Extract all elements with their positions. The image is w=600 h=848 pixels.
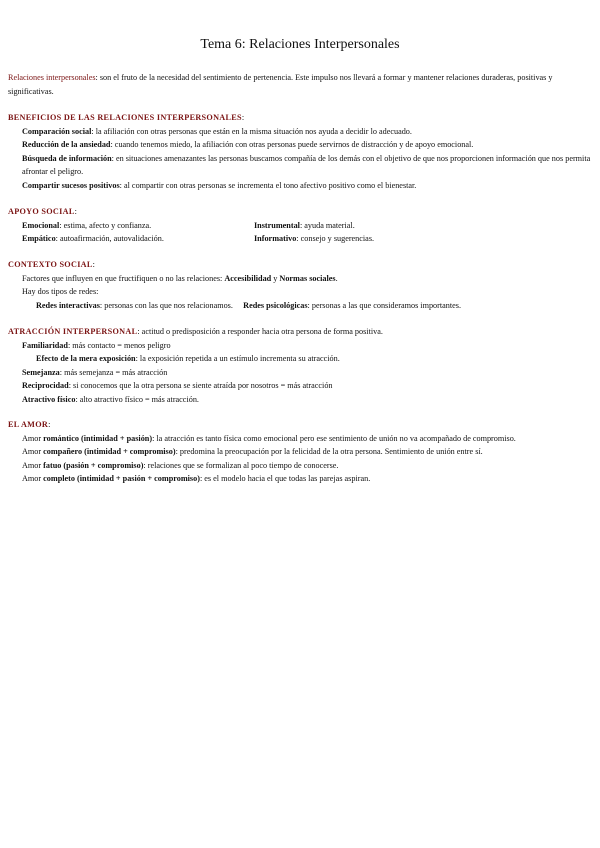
list-item: Familiaridad: más contacto = menos peligro [22,340,171,350]
intro-text: : son el fruto de la necesidad del sentimiento de pertenencia. Este impulso nos llevará a formar y mantener relaciones duraderas, positivas y significativas. [8,73,553,96]
list-item: Emocional: estima, afecto y confianza. [22,220,152,230]
intro-paragraph [8,71,594,98]
heading-apoyo: APOYO SOCIAL [8,207,75,216]
heading-contexto: CONTEXTO SOCIAL [8,260,93,269]
list-item: Hay dos tipos de redes: [22,287,99,296]
section-contexto: CONTEXTO SOCIAL: Factores que influyen en que fructifiquen o no las relaciones: Accesibilidad y Normas sociales. Hay dos tipos de redes: Redes interactivas: personas con las que nos relacionamos. Redes psicológicas: personas a las que consideramos importantes. [8,258,594,312]
list-item: Compartir sucesos positivos: al compartir con otras personas se incrementa el tono afectivo positivo como el bienestar. [22,180,417,190]
intro-term: Relaciones interpersonales [8,73,96,82]
section-amor: EL AMOR: Amor romántico (intimidad + pasión): la atracción es tanto física como emocional pero ese sentimiento de unión no va acompañado de compromiso. Amor compañero (intimidad + compromiso): predomina la preocupación por la felicidad de la otra persona. Sentimiento de unión entre sí. Amor fatuo (pasión + compromiso): relaciones que se formalizan al poco tiempo de conocerse. Amor completo (intimidad + pasión + compromiso): es el modelo hacia el que todas las parejas aspiran. [8,418,594,486]
heading-amor: EL AMOR [8,420,49,429]
list-item: Amor compañero (intimidad + compromiso): predomina la preocupación por la felicidad de la otra persona. Sentimiento de unión entre sí. [22,447,483,456]
section-apoyo: APOYO SOCIAL: Emocional: estima, afecto y confianza. Instrumental: ayuda material. Empático: autoafirmación, autovalidación. Informativo: consejo y sugerencias. [8,205,594,246]
list-item: Semejanza: más semejanza = más atracción [22,367,168,377]
page-title: Tema 6: Relaciones Interpersonales [200,37,400,52]
heading-atraccion: ATRACCIÓN INTERPERSONAL [8,327,138,336]
list-item: Amor romántico (intimidad + pasión): la atracción es tanto física como emocional pero ese sentimiento de unión no va acompañado de compromiso. [22,433,516,443]
list-item: Comparación social: la afiliación con otras personas que están en la misma situación nos ayuda a decidir lo adecuado. [22,126,412,136]
list-item: Redes interactivas: personas con las que nos relacionamos. Redes psicológicas: personas a las que consideramos importantes. [36,300,462,310]
heading-beneficios: BENEFICIOS DE LAS RELACIONES INTERPERSONALES [8,113,242,122]
section-atraccion: ATRACCIÓN INTERPERSONAL: actitud o predisposición a responder hacia otra persona de forma positiva. Familiaridad: más contacto = menos peligro Efecto de la mera exposición: la exposición repetida a un estímulo incrementa su atracción. Semejanza: más semejanza = más atracción Reciprocidad: si conocemos que la otra persona se siente atraída por nosotros = más atracción Atractivo físico: alto atractivo físico = más atracción. [8,325,594,406]
list-item: Empático: autoafirmación, autovalidación. [22,234,164,243]
list-item: Amor completo (intimidad + pasión + compromiso): es el modelo hacia el que todas las parejas aspiran. [22,474,371,483]
list-item: Efecto de la mera exposición: la exposición repetida a un estímulo incrementa su atracción. [36,354,340,363]
list-item: Búsqueda de información: en situaciones amenazantes las personas buscamos compañía de los demás con el objetivo de que nos proporcionen información que nos permita afrontar el peligro. [22,153,591,176]
list-item: Reducción de la ansiedad: cuando tenemos miedo, la afiliación con otras personas puede servirnos de distracción y de apoyo emocional. [22,140,474,149]
list-item: Reciprocidad: si conocemos que la otra persona se siente atraída por nosotros = más atracción [22,381,333,390]
list-item: Instrumental: ayuda material. [254,220,355,230]
list-item: Factores que influyen en que fructifiquen o no las relaciones: Accesibilidad y Normas sociales. [22,273,338,283]
list-item: Informativo: consejo y sugerencias. [254,234,375,243]
section-beneficios: BENEFICIOS DE LAS RELACIONES INTERPERSONALES: Comparación social: la afiliación con otras personas que están en la misma situación nos ayuda a decidir lo adecuado. Reducción de la ansiedad: cuando tenemos miedo, la afiliación con otras personas puede servirnos de distracción y de apoyo emocional. Búsqueda de información: en situaciones amenazantes las personas buscamos compañía de los demás con el objetivo de que nos proporcionen información que nos permita afrontar el peligro. Compartir sucesos positivos: al compartir con otras personas se incrementa el tono afectivo positivo como el bienestar. [8,111,594,192]
list-item: Atractivo físico: alto atractivo físico = más atracción. [22,394,199,404]
list-item: Amor fatuo (pasión + compromiso): relaciones que se formalizan al poco tiempo de conocerse. [22,460,339,470]
